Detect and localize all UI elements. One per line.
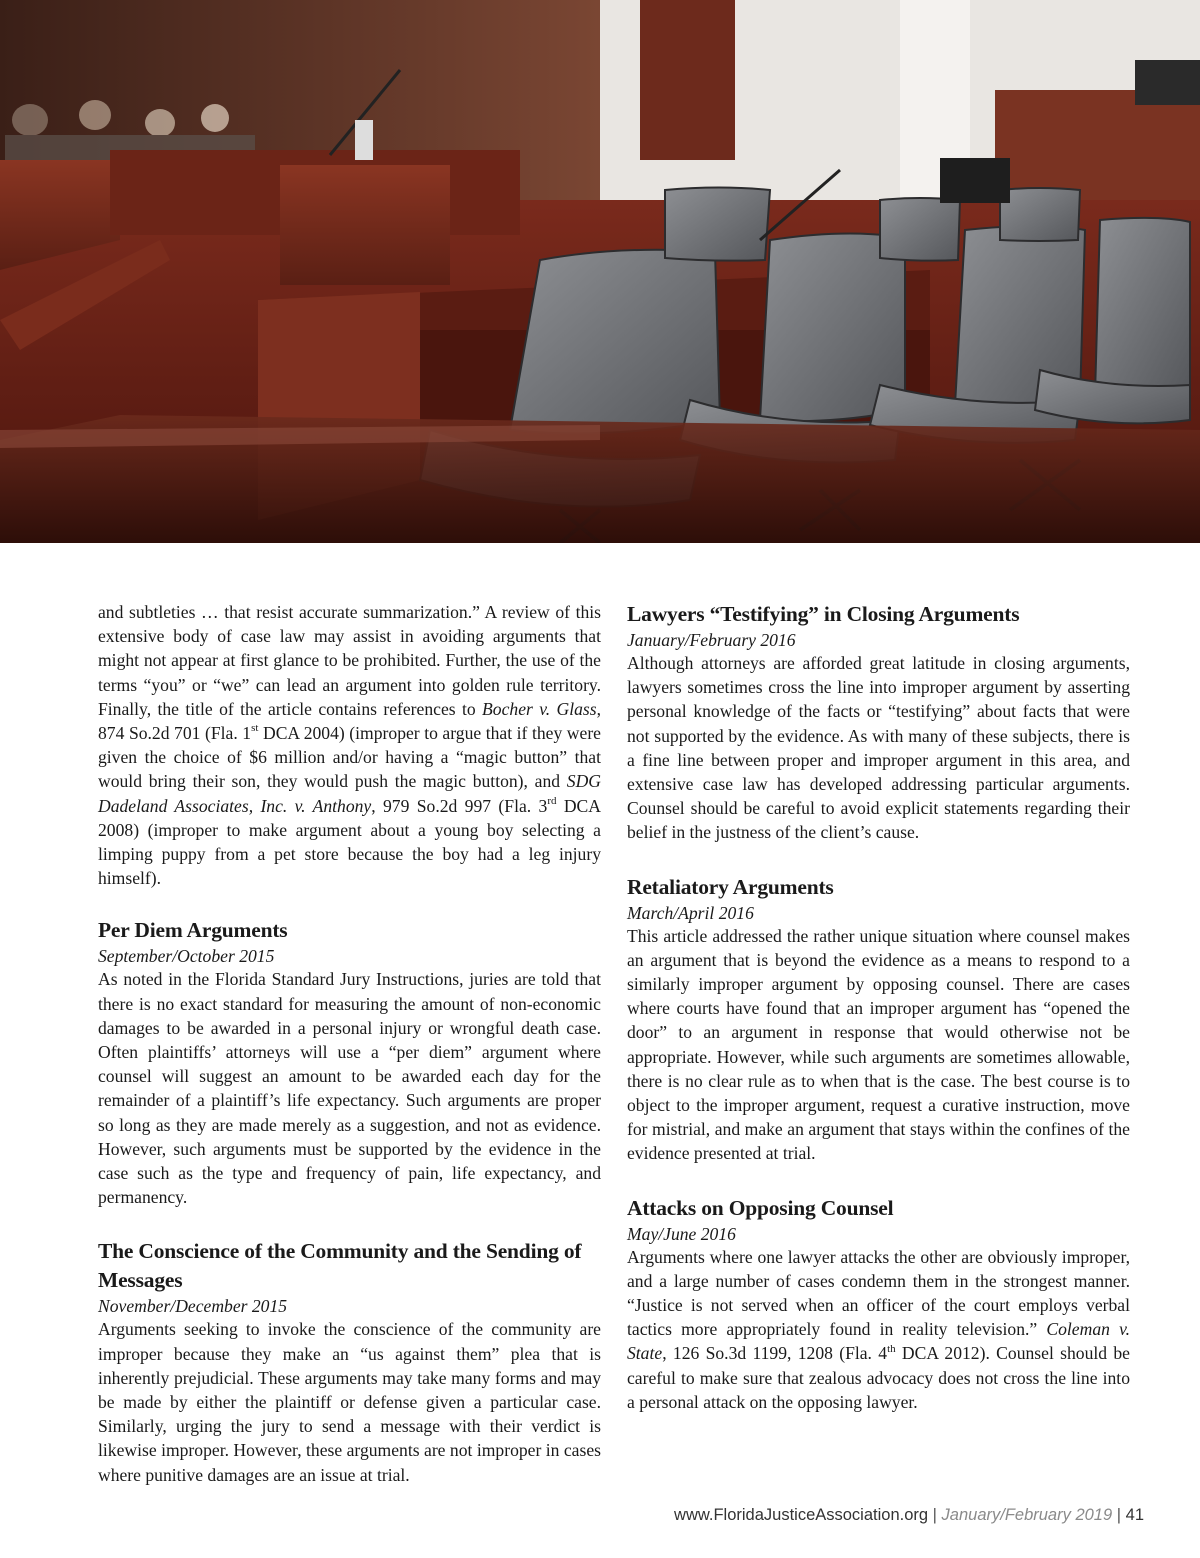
section-heading: Retaliatory Arguments <box>627 874 834 899</box>
section-date: January/February 2016 <box>627 630 796 650</box>
text-run: , 979 So.2d 997 (Fla. 3 <box>371 795 548 816</box>
courtroom-photo <box>0 0 1200 543</box>
text-run: , 126 So.3d 1199, 1208 (Fla. 4 <box>662 1343 888 1364</box>
case-citation: SDG Dadeland Associates, Inc. v. Anthony <box>98 771 601 816</box>
text-run: and subtleties … that resist accurate summarization.” A review of this extensive body of case law may assist in avoiding arguments that might not appear at first glance to be prohibited. Further, the use of the terms “you” or “we” can lead an argument into golden rule territory. Finally, the title of the article contains references to <box>98 602 601 719</box>
ordinal-suffix: th <box>887 1342 896 1355</box>
section-retaliatory-arguments <box>627 873 1130 1166</box>
section-body: As noted in the Florida Standard Jury Instructions, juries are told that there is no exact standard for measuring the amount of non-economic damages to be awarded in a personal injury or wrongful death case. Often plaintiffs’ attorneys will use a “per diem” argument where counsel will suggest an amount to be awarded each day for the remainder of a plaintiff’s life expectancy. Such arguments are proper so long as they are made merely as a suggestion, and not as evidence. However, such arguments must be supported by the evidence in the case such as the type and frequency of pain, life expectancy, and permanency. <box>98 969 601 1208</box>
section-lawyers-testifying <box>627 600 1130 845</box>
text-run: DCA 2012). Counsel should be careful to make sure that zealous advocacy does not cross the line into a personal attack on the opposing lawyer. <box>627 1343 1130 1412</box>
section-heading: The Conscience of the Community and the Sending of Messages <box>98 1239 582 1293</box>
page-footer <box>674 1506 1144 1525</box>
right-column <box>627 600 1130 1414</box>
section-date: November/December 2015 <box>98 1296 288 1317</box>
section-body: Although attorneys are afforded great latitude in closing arguments, lawyers sometimes cross the line into improper argument by asserting personal knowledge of the facts or “testifying” about facts that were not supported by the evidence. As with many of these subjects, there is a fine line between proper and improper argument in this area, and extensive case law has developed addressing particular arguments. Counsel should be careful to avoid explicit statements regarding their belief in the justness of the client’s cause. <box>627 653 1130 843</box>
footer-separator: | <box>932 1506 937 1524</box>
text-run: , 874 So.2d 701 (Fla. 1 <box>98 698 601 744</box>
left-column <box>98 600 601 1487</box>
section-body: This article addressed the rather unique situation where counsel makes an argument that is beyond the evidence as a means to respond to a similarly improper argument by opposing counsel. There are cases where courts have found that an improper argument has “opened the door” to an argument in response that would otherwise not be appropriate. However, while such arguments are sometimes allowable, there is no clear rule as to when that is the case. The best course is to object to the improper argument, request a curative instruction, move for mistrial, and make an argument that stays within the confines of the evidence presented at trial. <box>627 925 1130 1164</box>
section-heading: Attacks on Opposing Counsel <box>627 1195 894 1220</box>
courtroom-illustration <box>0 0 1200 543</box>
case-citation: Bocher v. Glass <box>482 698 597 719</box>
intro-paragraph <box>98 600 601 890</box>
page-number: 41 <box>1125 1506 1144 1524</box>
text-run: Arguments where one lawyer attacks the other are obviously improper, and a large number of cases condemn them in the strongest manner. “Justice is not served when an officer of the court employs verbal tactics more appropriately found in reality television.” <box>627 1246 1130 1340</box>
section-date: September/October 2015 <box>98 946 275 967</box>
text-run: DCA 2008) (improper to make argument about a young boy selecting a limping puppy from a pet store because the boy had a leg injury himself). <box>98 795 602 889</box>
issue-date: January/February 2019 <box>941 1506 1113 1524</box>
website-link[interactable]: www.FloridaJusticeAssociation.org <box>674 1506 929 1524</box>
section-body: Arguments seeking to invoke the conscience of the community are improper because they make an “us against them” plea that is inherently prejudicial. These arguments may take many forms and may be made by either the plaintiff or defense given a particular case. Similarly, urging the jury to send a message with their verdict is likewise improper. However, these arguments are not improper in cases where punitive damages are an issue at trial. <box>98 1319 601 1485</box>
ordinal-suffix: rd <box>547 794 557 807</box>
section-date: March/April 2016 <box>627 902 754 923</box>
text-run: DCA 2004) (improper to argue that if they were given the choice of $6 million and/or having a “magic button” that would bring their son, they would push the magic button), and <box>98 723 601 792</box>
section-attacks-on-opposing-counsel <box>627 1194 1130 1414</box>
ordinal-suffix: st <box>251 722 259 735</box>
case-citation: Coleman v. State <box>627 1319 1130 1364</box>
section-date: May/June 2016 <box>627 1223 736 1244</box>
footer-separator: | <box>1116 1506 1122 1524</box>
section-heading: Per Diem Arguments <box>98 918 288 943</box>
section-per-diem <box>98 916 601 1209</box>
section-conscience-of-community <box>98 1237 601 1486</box>
section-body <box>627 1245 1130 1414</box>
section-heading: Lawyers “Testifying” in Closing Arguments <box>627 602 1020 626</box>
